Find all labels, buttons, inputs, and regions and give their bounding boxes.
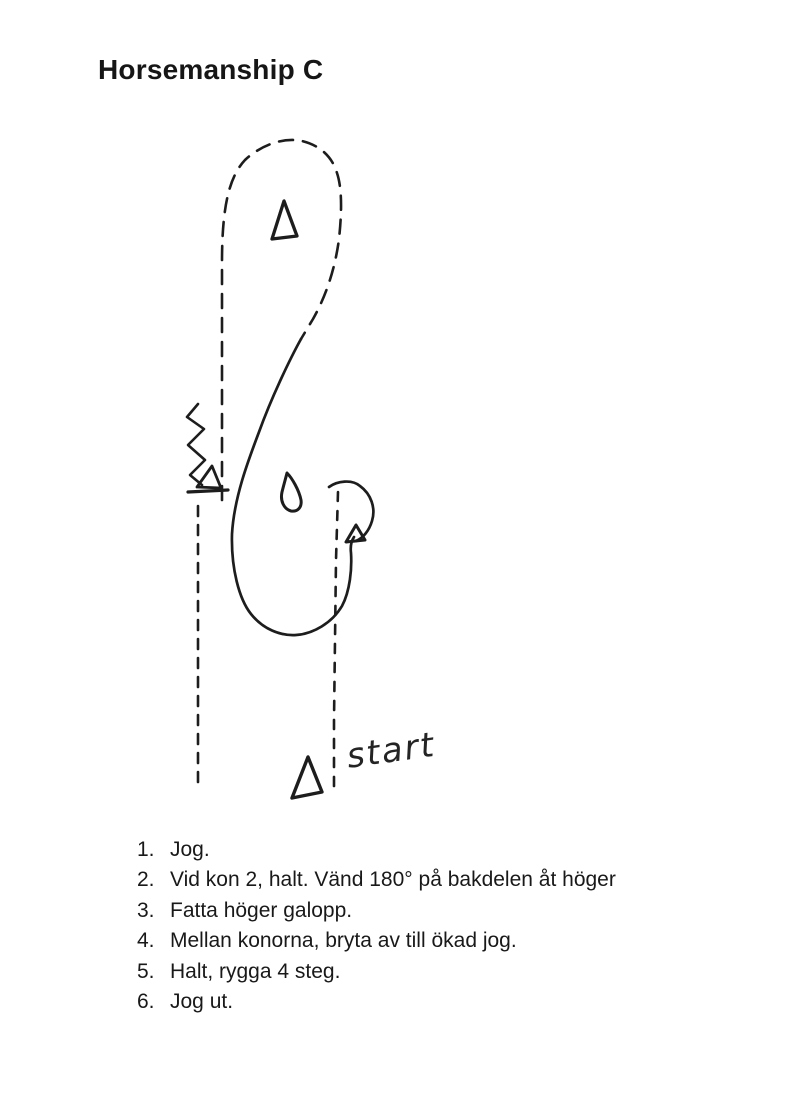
instruction-text: Fatta höger galopp. (170, 898, 353, 922)
instruction-number: 6. (137, 989, 155, 1013)
cone-top-icon (272, 201, 297, 239)
start-label: start (344, 724, 439, 777)
instruction-number: 4. (137, 929, 155, 953)
instruction-text: Jog ut. (170, 989, 234, 1013)
instruction-item (137, 990, 757, 1020)
entry-dashed-track (334, 492, 338, 792)
cone-bottom-icon (292, 757, 322, 798)
instruction-item (137, 868, 757, 898)
instruction-text: Halt, rygga 4 steg. (170, 959, 341, 983)
instruction-list (137, 838, 757, 1020)
instruction-item (137, 838, 757, 868)
instruction-item (137, 960, 757, 990)
page-title: Horsemanship C (98, 54, 324, 85)
halt-bar (188, 490, 228, 492)
turn-180-arrowhead-icon (346, 525, 365, 542)
instruction-number: 5. (137, 959, 155, 983)
instruction-number: 3. (137, 898, 155, 922)
instruction-number: 2. (137, 868, 155, 892)
instruction-item (137, 929, 757, 959)
back-up-zigzag-icon (187, 404, 205, 485)
instruction-text: Vid kon 2, halt. Vänd 180° på bakdelen åt höger (170, 868, 616, 892)
instruction-number: 1. (137, 838, 155, 861)
instruction-text: Jog. (170, 838, 210, 861)
instruction-text: Mellan konorna, bryta av till ökad jog. (170, 929, 517, 953)
cone-middle-icon (281, 473, 301, 511)
top-loop-dashed-track (222, 140, 341, 500)
instruction-item (137, 899, 757, 929)
